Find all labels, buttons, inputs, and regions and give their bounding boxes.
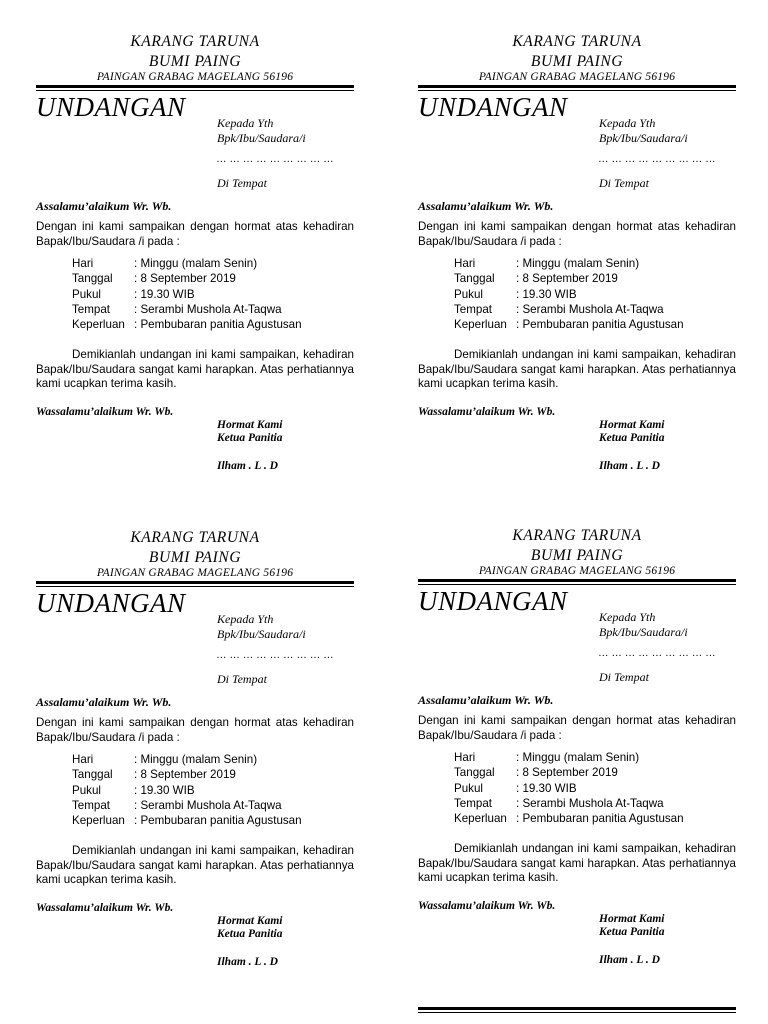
- recipient-line2: Bpk/Ibu/Saudara/i: [217, 131, 306, 145]
- invitation-title: UNDANGAN: [36, 588, 186, 618]
- page-bottom-rule: [418, 1006, 736, 1013]
- detail-value: : 8 September 2019: [134, 272, 236, 286]
- detail-row-purpose: [454, 317, 736, 332]
- opening-paragraph: Dengan ini kami sampaikan dengan hormat atas kehadiran Bapak/Ibu/Saudara /i pada :: [418, 220, 736, 248]
- event-details: [72, 256, 354, 332]
- org-address: PAINGAN GRABAG MAGELANG 56196: [96, 71, 294, 83]
- header-rule-thick: [36, 85, 354, 88]
- signature-line1: Hormat Kami: [217, 418, 283, 431]
- org-name-line1: KARANG TARUNA: [130, 529, 260, 546]
- org-name-line2: BUMI PAING: [530, 53, 624, 70]
- detail-value: : Serambi Mushola At-Taqwa: [516, 302, 664, 316]
- detail-value: : 8 September 2019: [134, 768, 236, 782]
- greeting: Assalamu’alaikum Wr. Wb.: [36, 695, 172, 709]
- detail-row-purpose: [72, 317, 354, 332]
- detail-row-date: [72, 271, 354, 286]
- detail-row-purpose: [454, 811, 736, 826]
- detail-label: Tanggal: [454, 766, 495, 780]
- recipient-dots: … … … … … … … … …: [599, 648, 717, 659]
- signature-name: Ilham . L . D: [217, 459, 278, 472]
- recipient-place: Di Tempat: [217, 176, 267, 190]
- recipient-line1: Kepada Yth: [599, 610, 656, 624]
- detail-label: Pukul: [72, 287, 102, 301]
- detail-row-time: [72, 287, 354, 302]
- org-name-line1: KARANG TARUNA: [512, 527, 642, 544]
- header-rule-thin: [36, 586, 354, 587]
- bottom-rule-thin: [418, 1012, 736, 1013]
- bottom-rule-thick: [418, 1007, 736, 1010]
- farewell: Wassalamu’alaikum Wr. Wb.: [418, 899, 556, 912]
- greeting: Assalamu’alaikum Wr. Wb.: [418, 199, 554, 213]
- detail-value: : Minggu (malam Senin): [134, 257, 258, 270]
- detail-value: : Pembubaran panitia Agustusan: [134, 814, 302, 828]
- detail-label: Hari: [72, 753, 94, 766]
- invitation-card-bottom-right: [418, 526, 736, 967]
- detail-row-day: [72, 752, 354, 767]
- signature-name: Ilham . L . D: [217, 955, 278, 968]
- detail-row-day: [454, 750, 736, 765]
- recipient-line1: Kepada Yth: [217, 116, 274, 130]
- recipient-dots: … … … … … … … … …: [599, 154, 717, 165]
- invitation-title: UNDANGAN: [36, 92, 186, 122]
- recipient-line2: Bpk/Ibu/Saudara/i: [599, 625, 688, 639]
- greeting: Assalamu’alaikum Wr. Wb.: [36, 199, 172, 213]
- detail-label: Keperluan: [72, 814, 125, 828]
- detail-label: Keperluan: [454, 318, 507, 332]
- signature-block: [599, 419, 736, 474]
- detail-label: Pukul: [454, 781, 484, 795]
- detail-label: Pukul: [454, 287, 484, 301]
- org-name-line2: BUMI PAING: [148, 549, 242, 566]
- detail-row-purpose: [72, 813, 354, 828]
- signature-block: [217, 915, 354, 970]
- detail-row-time: [454, 781, 736, 796]
- detail-row-place: [454, 796, 736, 811]
- detail-value: : Minggu (malam Senin): [516, 257, 640, 270]
- detail-value: : Serambi Mushola At-Taqwa: [516, 796, 664, 810]
- recipient-line2: Bpk/Ibu/Saudara/i: [217, 627, 306, 641]
- detail-label: Keperluan: [454, 812, 507, 826]
- farewell: Wassalamu’alaikum Wr. Wb.: [36, 901, 174, 914]
- detail-row-day: [454, 256, 736, 271]
- detail-label: Hari: [72, 257, 94, 270]
- detail-label: Tempat: [454, 796, 493, 810]
- org-name-line1: KARANG TARUNA: [130, 33, 260, 50]
- detail-value: : Pembubaran panitia Agustusan: [516, 812, 684, 826]
- closing-paragraph: Demikianlah undangan ini kami sampaikan, kehadiran Bapak/Ibu/Saudara sangat kami harapkan. Atas perhatiannya kami ucapkan terima kasih.: [418, 348, 736, 391]
- recipient-place: Di Tempat: [217, 672, 267, 686]
- detail-value: : Pembubaran panitia Agustusan: [516, 318, 684, 332]
- signature-name: Ilham . L . D: [599, 459, 660, 472]
- closing-paragraph: Demikianlah undangan ini kami sampaikan, kehadiran Bapak/Ibu/Saudara sangat kami harapkan. Atas perhatiannya kami ucapkan terima kasih.: [418, 842, 736, 885]
- detail-label: Tempat: [454, 302, 493, 316]
- greeting: Assalamu’alaikum Wr. Wb.: [418, 693, 554, 707]
- detail-label: Tanggal: [72, 768, 113, 782]
- opening-paragraph: Dengan ini kami sampaikan dengan hormat atas kehadiran Bapak/Ibu/Saudara /i pada :: [36, 220, 354, 248]
- detail-row-date: [454, 271, 736, 286]
- signature-name: Ilham . L . D: [599, 953, 660, 966]
- closing-paragraph: Demikianlah undangan ini kami sampaikan, kehadiran Bapak/Ibu/Saudara sangat kami harapkan. Atas perhatiannya kami ucapkan terima kasih.: [36, 348, 354, 391]
- detail-label: Tanggal: [72, 272, 113, 286]
- detail-value: : 19.30 WIB: [134, 287, 195, 301]
- event-details: [454, 750, 736, 826]
- invitation-card-top-right: [418, 32, 736, 473]
- org-address: PAINGAN GRABAG MAGELANG 56196: [478, 71, 676, 83]
- detail-value: : 19.30 WIB: [516, 781, 577, 795]
- header-rule-thick: [418, 85, 736, 88]
- recipient-place: Di Tempat: [599, 670, 649, 684]
- header-rule-thin: [418, 90, 736, 91]
- invitation-title: UNDANGAN: [418, 92, 568, 122]
- recipient-line2: Bpk/Ibu/Saudara/i: [599, 131, 688, 145]
- signature-line2: Ketua Panitia: [217, 928, 283, 941]
- header-rule-thick: [418, 579, 736, 582]
- org-address: PAINGAN GRABAG MAGELANG 56196: [96, 567, 294, 579]
- invitation-title: UNDANGAN: [418, 586, 568, 616]
- recipient-block: [599, 116, 736, 191]
- opening-paragraph: Dengan ini kami sampaikan dengan hormat atas kehadiran Bapak/Ibu/Saudara /i pada :: [36, 716, 354, 744]
- recipient-line1: Kepada Yth: [217, 612, 274, 626]
- detail-row-place: [72, 302, 354, 317]
- detail-value: : Serambi Mushola At-Taqwa: [134, 798, 282, 812]
- invitation-card-bottom-left: [36, 528, 354, 969]
- invitation-card-top-left: [36, 32, 354, 473]
- detail-label: Keperluan: [72, 318, 125, 332]
- detail-value: : Minggu (malam Senin): [134, 753, 258, 766]
- recipient-dots: … … … … … … … … …: [217, 650, 335, 661]
- recipient-line1: Kepada Yth: [599, 116, 656, 130]
- org-name-line2: BUMI PAING: [148, 53, 242, 70]
- org-name-line1: KARANG TARUNA: [512, 33, 642, 50]
- signature-line1: Hormat Kami: [599, 418, 665, 431]
- detail-value: : 8 September 2019: [516, 766, 618, 780]
- header-rule-thin: [36, 90, 354, 91]
- header-rule-thin: [418, 584, 736, 585]
- signature-block: [217, 419, 354, 474]
- signature-line1: Hormat Kami: [217, 914, 283, 927]
- detail-row-date: [454, 765, 736, 780]
- org-address: PAINGAN GRABAG MAGELANG 56196: [478, 565, 676, 577]
- recipient-block: [599, 610, 736, 685]
- recipient-block: [217, 116, 354, 191]
- farewell: Wassalamu’alaikum Wr. Wb.: [418, 405, 556, 418]
- recipient-block: [217, 612, 354, 687]
- detail-value: : Pembubaran panitia Agustusan: [134, 318, 302, 332]
- detail-row-time: [454, 287, 736, 302]
- event-details: [72, 752, 354, 828]
- signature-line1: Hormat Kami: [599, 912, 665, 925]
- recipient-dots: … … … … … … … … …: [217, 154, 335, 165]
- detail-row-time: [72, 783, 354, 798]
- signature-block: [599, 913, 736, 968]
- detail-value: : 19.30 WIB: [516, 287, 577, 301]
- farewell: Wassalamu’alaikum Wr. Wb.: [36, 405, 174, 418]
- recipient-place: Di Tempat: [599, 176, 649, 190]
- detail-value: : 19.30 WIB: [134, 783, 195, 797]
- event-details: [454, 256, 736, 332]
- detail-value: : Minggu (malam Senin): [516, 751, 640, 764]
- signature-line2: Ketua Panitia: [217, 432, 283, 445]
- signature-line2: Ketua Panitia: [599, 926, 665, 939]
- detail-label: Pukul: [72, 783, 102, 797]
- opening-paragraph: Dengan ini kami sampaikan dengan hormat atas kehadiran Bapak/Ibu/Saudara /i pada :: [418, 714, 736, 742]
- org-name-line2: BUMI PAING: [530, 547, 624, 564]
- header-rule-thick: [36, 581, 354, 584]
- detail-row-place: [454, 302, 736, 317]
- detail-label: Tempat: [72, 798, 111, 812]
- detail-label: Tanggal: [454, 272, 495, 286]
- signature-line2: Ketua Panitia: [599, 432, 665, 445]
- detail-row-place: [72, 798, 354, 813]
- detail-label: Hari: [454, 257, 476, 270]
- closing-paragraph: Demikianlah undangan ini kami sampaikan, kehadiran Bapak/Ibu/Saudara sangat kami harapkan. Atas perhatiannya kami ucapkan terima kasih.: [36, 844, 354, 887]
- detail-value: : Serambi Mushola At-Taqwa: [134, 302, 282, 316]
- detail-label: Hari: [454, 751, 476, 764]
- detail-row-day: [72, 256, 354, 271]
- detail-value: : 8 September 2019: [516, 272, 618, 286]
- detail-label: Tempat: [72, 302, 111, 316]
- detail-row-date: [72, 767, 354, 782]
